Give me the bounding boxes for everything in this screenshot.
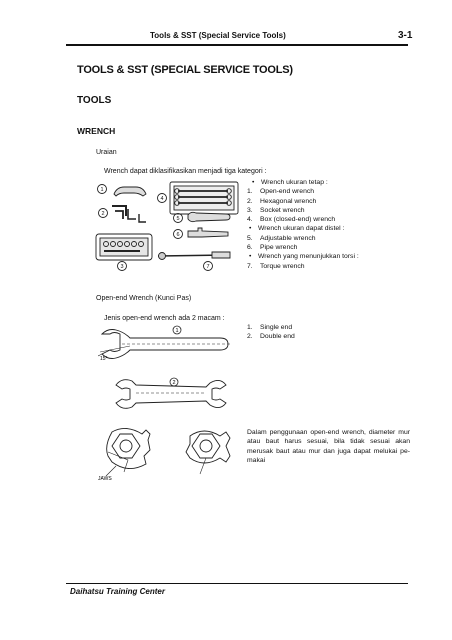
figure-label-6: 6: [176, 232, 180, 238]
list-item: 7. Torque wrench: [247, 262, 305, 270]
open-end-title: Open-end Wrench (Kunci Pas): [96, 295, 192, 302]
list-item: 3. Socket wrench: [247, 206, 305, 214]
page-number: 3-1: [398, 30, 413, 41]
list-item: 6. Pipe wrench: [247, 244, 298, 252]
uraian-label: Uraian: [96, 149, 117, 156]
list-item: 2. Double end: [247, 333, 295, 341]
header-rule: [66, 44, 408, 46]
jaws-label: JAWS: [98, 476, 112, 482]
list-item: 4. Box (closed-end) wrench: [247, 216, 336, 224]
double-end-label: 2: [172, 380, 176, 386]
wrench-category-list: [247, 178, 359, 271]
figure-label-4: 4: [160, 196, 164, 202]
list-item: • Wrench yang menunjukkan torsi :: [249, 253, 359, 261]
intro-text: Wrench dapat diklasifikasikan menjadi tiga kategori :: [104, 168, 267, 175]
double-end-wrench-drawing: [112, 375, 230, 411]
list-item: 1. Open-end wrench: [247, 188, 315, 196]
list-item: • Wrench ukuran dapat distel :: [249, 225, 345, 233]
wrench-jaws-usage-drawing: [94, 426, 244, 482]
section-title: TOOLS & SST (SPECIAL SERVICE TOOLS): [77, 64, 293, 76]
list-item: • Wrench ukuran tetap :: [252, 179, 328, 186]
angle-label: 15°: [100, 356, 108, 362]
single-end-wrench-drawing: [98, 322, 243, 362]
figure-label-5: 5: [176, 216, 180, 222]
single-end-label: 1: [175, 328, 179, 334]
list-item: 1. Single end: [247, 324, 293, 331]
figure-label-3: 3: [120, 264, 124, 270]
open-end-type-list: [247, 323, 295, 342]
subsection-title: TOOLS: [77, 95, 112, 106]
list-item: 5. Adjustable wrench: [247, 234, 316, 242]
figure-label-1: 1: [100, 187, 104, 193]
wrench-types-illustration: [92, 178, 242, 274]
header-title: Tools & SST (Special Service Tools): [150, 31, 286, 40]
topic-title: WRENCH: [77, 126, 116, 136]
figure-label-2: 2: [101, 211, 105, 217]
figure-label-7: 7: [206, 264, 210, 270]
open-end-intro: Jenis open-end wrench ada 2 macam :: [104, 315, 225, 322]
footer-text: Daihatsu Training Center: [70, 587, 165, 596]
usage-paragraph: Dalam penggunaan open-end wrench, diameter mur atau baut harus sesuai, bila tidak sesuai akan merusak baut atau mur dan juga dapat melukai pe-makai: [247, 429, 410, 465]
list-item: 2. Hexagonal wrench: [247, 197, 317, 205]
footer-rule: [66, 583, 408, 584]
